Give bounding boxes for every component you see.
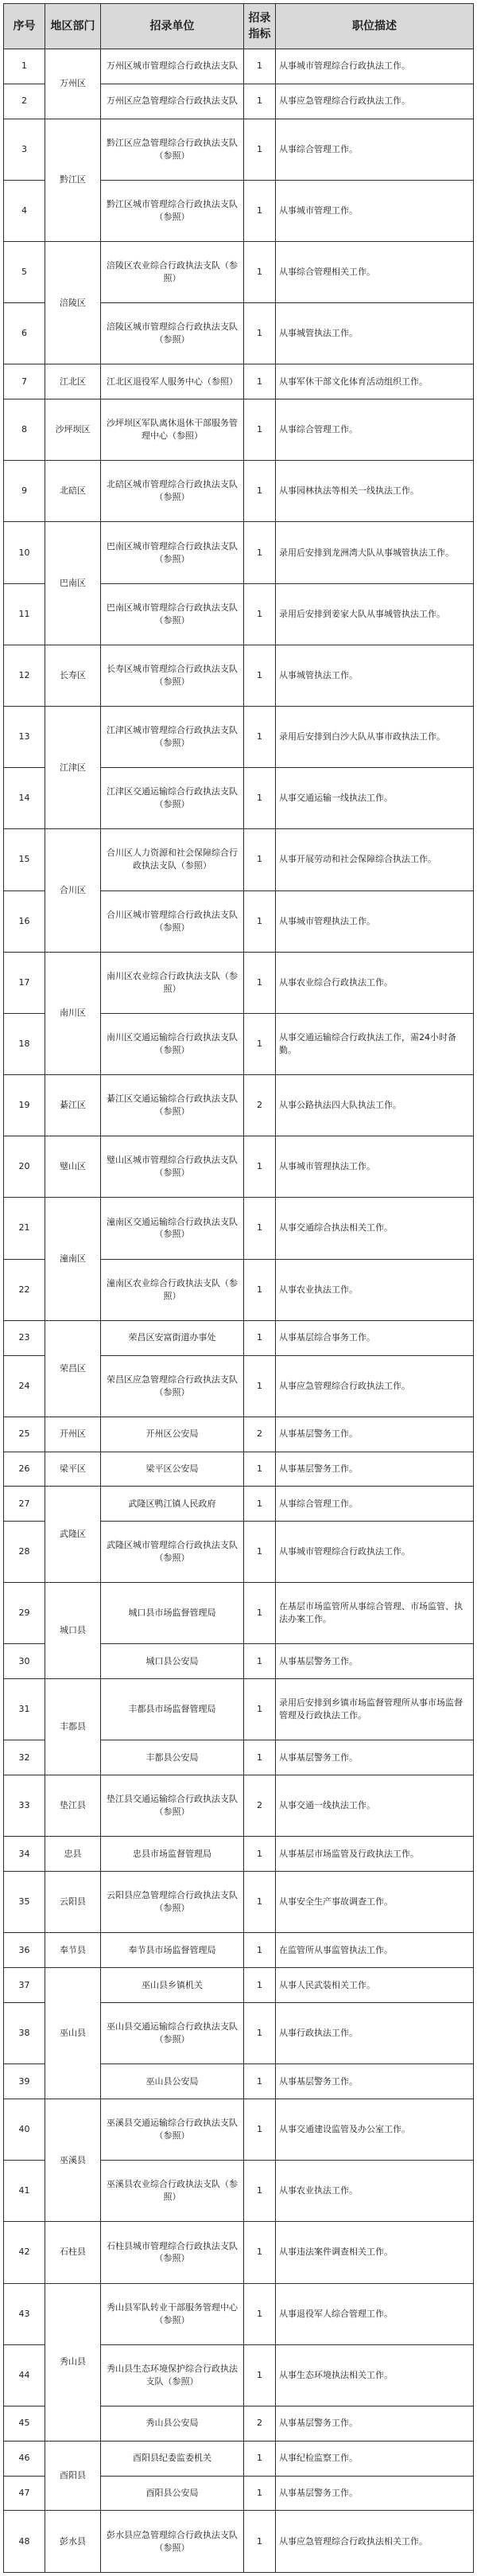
row-unit: 南川区交通运输综合行政执法支队（参照） bbox=[101, 1013, 244, 1074]
row-unit: 巴南区城市管理综合行政执法支队（参照） bbox=[101, 522, 244, 583]
table-row bbox=[4, 119, 474, 180]
row-seq: 40 bbox=[4, 2099, 45, 2161]
row-seq: 35 bbox=[4, 1872, 45, 1933]
row-quota: 1 bbox=[244, 829, 276, 890]
row-quota: 2 bbox=[244, 2406, 276, 2441]
row-seq: 24 bbox=[4, 1355, 45, 1417]
row-unit: 秀山县公安局 bbox=[101, 2406, 244, 2441]
row-desc: 从事生态环境执法相关工作。 bbox=[276, 2344, 474, 2406]
row-seq: 18 bbox=[4, 1013, 45, 1074]
row-seq: 8 bbox=[4, 399, 45, 461]
row-unit: 长寿区城市管理综合行政执法支队（参照） bbox=[101, 645, 244, 706]
row-unit: 合川区城市管理综合行政执法支队（参照） bbox=[101, 890, 244, 952]
row-unit: 石柱县城市管理综合行政执法支队（参照） bbox=[101, 2222, 244, 2283]
row-unit: 巫山县乡镇机关 bbox=[101, 1968, 244, 2003]
row-unit: 秀山县军队转业干部服务管理中心（参照） bbox=[101, 2283, 244, 2344]
row-quota: 1 bbox=[244, 645, 276, 706]
row-region: 涪陵区 bbox=[45, 241, 101, 364]
table-row bbox=[4, 1452, 474, 1487]
row-desc: 从事园林执法等相关一线执法工作。 bbox=[276, 461, 474, 522]
row-quota: 1 bbox=[244, 1740, 276, 1775]
row-quota: 1 bbox=[244, 2511, 276, 2573]
row-unit: 沙坪坝区军队离休退休干部服务管理中心（参照） bbox=[101, 399, 244, 461]
row-seq: 23 bbox=[4, 1320, 45, 1355]
row-unit: 云阳县应急管理综合行政执法支队（参照） bbox=[101, 1872, 244, 1933]
row-seq: 6 bbox=[4, 303, 45, 364]
row-region: 巫溪县 bbox=[45, 2099, 101, 2222]
row-desc: 从事城市管理综合行政执法工作。 bbox=[276, 49, 474, 84]
row-unit: 奉节县市场监督管理局 bbox=[101, 1933, 244, 1968]
row-unit: 合川区人力资源和社会保障综合行政执法支队（参照） bbox=[101, 829, 244, 890]
row-unit: 南川区农业综合行政执法支队（参照） bbox=[101, 952, 244, 1013]
row-quota: 1 bbox=[244, 1522, 276, 1583]
row-unit: 丰都县公安局 bbox=[101, 1740, 244, 1775]
row-quota: 1 bbox=[244, 461, 276, 522]
row-quota: 1 bbox=[244, 1136, 276, 1198]
row-region: 荣昌区 bbox=[45, 1320, 101, 1417]
row-quota: 1 bbox=[244, 1320, 276, 1355]
row-desc: 从事基层警务工作。 bbox=[276, 2476, 474, 2511]
header-desc: 职位描述 bbox=[276, 4, 474, 49]
row-unit: 开州区公安局 bbox=[101, 1417, 244, 1452]
row-seq: 17 bbox=[4, 952, 45, 1013]
row-desc: 录用后安排到乡镇市场监督管理所从事市场监督管理及行政执法工作。 bbox=[276, 1679, 474, 1740]
row-seq: 16 bbox=[4, 890, 45, 952]
table-row bbox=[4, 1583, 474, 1644]
row-seq: 45 bbox=[4, 2406, 45, 2441]
row-quota: 1 bbox=[244, 2222, 276, 2283]
table-row bbox=[4, 829, 474, 890]
row-seq: 3 bbox=[4, 119, 45, 180]
table-row bbox=[4, 1837, 474, 1872]
row-desc: 从事综合管理工作。 bbox=[276, 399, 474, 461]
table-row bbox=[4, 1320, 474, 1355]
table-row bbox=[4, 2283, 474, 2344]
row-seq: 41 bbox=[4, 2161, 45, 2222]
row-unit: 江北区退役军人服务中心（参照） bbox=[101, 364, 244, 399]
row-quota: 1 bbox=[244, 522, 276, 583]
row-unit: 荣昌区安富街道办事处 bbox=[101, 1320, 244, 1355]
row-unit: 潼南区交通运输综合行政执法支队（参照） bbox=[101, 1198, 244, 1259]
row-quota: 1 bbox=[244, 1644, 276, 1679]
table-row bbox=[4, 1075, 474, 1136]
row-desc: 从事基层市场监管及行政执法工作。 bbox=[276, 1837, 474, 1872]
row-seq: 29 bbox=[4, 1583, 45, 1644]
row-desc: 从事农业执法工作。 bbox=[276, 2161, 474, 2222]
row-unit: 巫山县公安局 bbox=[101, 2064, 244, 2099]
table-row bbox=[4, 1933, 474, 1968]
table-row bbox=[4, 2441, 474, 2476]
row-unit: 涪陵区农业综合行政执法支队（参照） bbox=[101, 241, 244, 302]
row-seq: 14 bbox=[4, 768, 45, 829]
row-unit: 彭水县应急管理综合行政执法支队（参照） bbox=[101, 2511, 244, 2573]
row-region: 垫江县 bbox=[45, 1775, 101, 1837]
row-quota: 1 bbox=[244, 1198, 276, 1259]
row-desc: 从事交通综合执法相关工作。 bbox=[276, 1198, 474, 1259]
row-unit: 巫溪县交通运输综合行政执法支队（参照） bbox=[101, 2099, 244, 2161]
row-unit: 巴南区城市管理综合行政执法支队（参照） bbox=[101, 583, 244, 645]
table-row bbox=[4, 1775, 474, 1837]
row-quota: 1 bbox=[244, 1583, 276, 1644]
table-row bbox=[4, 2099, 474, 2161]
table-row bbox=[4, 2511, 474, 2573]
row-desc: 从事综合管理工作。 bbox=[276, 119, 474, 180]
row-unit: 城口县市场监督管理局 bbox=[101, 1583, 244, 1644]
row-quota: 1 bbox=[244, 1487, 276, 1522]
row-quota: 1 bbox=[244, 583, 276, 645]
row-region: 酉阳县 bbox=[45, 2441, 101, 2511]
row-region: 秀山县 bbox=[45, 2283, 101, 2441]
row-region: 万州区 bbox=[45, 49, 101, 119]
row-quota: 1 bbox=[244, 1013, 276, 1074]
row-seq: 48 bbox=[4, 2511, 45, 2573]
row-unit: 璧山区城市管理综合行政执法支队（参照） bbox=[101, 1136, 244, 1198]
row-quota: 1 bbox=[244, 2283, 276, 2344]
row-region: 奉节县 bbox=[45, 1933, 101, 1968]
header-region: 地区部门 bbox=[45, 4, 101, 49]
row-desc: 在基层市场监管所从事综合管理、市场监管、执法办案工作。 bbox=[276, 1583, 474, 1644]
row-desc: 从事基层警务工作。 bbox=[276, 1417, 474, 1452]
recruitment-table bbox=[3, 3, 474, 2573]
row-quota: 1 bbox=[244, 1355, 276, 1417]
row-unit: 巫溪县农业综合行政执法支队（参照） bbox=[101, 2161, 244, 2222]
row-unit: 城口县公安局 bbox=[101, 1644, 244, 1679]
row-quota: 2 bbox=[244, 1075, 276, 1136]
row-seq: 27 bbox=[4, 1487, 45, 1522]
row-unit: 梁平区公安局 bbox=[101, 1452, 244, 1487]
row-desc: 从事违法案件调查相关工作。 bbox=[276, 2222, 474, 2283]
header-seq: 序号 bbox=[4, 4, 45, 49]
row-unit: 垫江县交通运输综合行政执法支队（参照） bbox=[101, 1775, 244, 1837]
row-seq: 22 bbox=[4, 1259, 45, 1320]
row-quota: 1 bbox=[244, 1968, 276, 2003]
row-region: 江北区 bbox=[45, 364, 101, 399]
table-row bbox=[4, 1417, 474, 1452]
row-seq: 20 bbox=[4, 1136, 45, 1198]
row-desc: 从事城市管理综合行政执法工作。 bbox=[276, 1522, 474, 1583]
row-quota: 1 bbox=[244, 952, 276, 1013]
row-desc: 在监管所从事监管执法工作。 bbox=[276, 1933, 474, 1968]
table-row bbox=[4, 522, 474, 583]
table-row bbox=[4, 1872, 474, 1933]
row-region: 巫山县 bbox=[45, 1968, 101, 2099]
row-desc: 从事基层警务工作。 bbox=[276, 1644, 474, 1679]
row-unit: 涪陵区城市管理综合行政执法支队（参照） bbox=[101, 303, 244, 364]
row-seq: 37 bbox=[4, 1968, 45, 2003]
row-desc: 从事行政执法工作。 bbox=[276, 2003, 474, 2064]
header-quota: 招录指标 bbox=[244, 4, 276, 49]
row-seq: 5 bbox=[4, 241, 45, 302]
row-quota: 1 bbox=[244, 890, 276, 952]
row-region: 黔江区 bbox=[45, 119, 101, 241]
row-seq: 33 bbox=[4, 1775, 45, 1837]
row-region: 丰都县 bbox=[45, 1679, 101, 1775]
row-region: 合川区 bbox=[45, 829, 101, 952]
table-row bbox=[4, 1679, 474, 1740]
row-seq: 21 bbox=[4, 1198, 45, 1259]
row-seq: 43 bbox=[4, 2283, 45, 2344]
row-desc: 从事交通一线执法工作。 bbox=[276, 1775, 474, 1837]
row-desc: 从事城管执法工作。 bbox=[276, 645, 474, 706]
table-row bbox=[4, 241, 474, 302]
row-quota: 1 bbox=[244, 2064, 276, 2099]
table-row bbox=[4, 399, 474, 461]
row-seq: 25 bbox=[4, 1417, 45, 1452]
row-desc: 从事基层警务工作。 bbox=[276, 2406, 474, 2441]
table-row bbox=[4, 1968, 474, 2003]
row-seq: 15 bbox=[4, 829, 45, 890]
row-desc: 从事军休干部文化体育活动组织工作。 bbox=[276, 364, 474, 399]
row-desc: 从事城管执法工作。 bbox=[276, 303, 474, 364]
row-quota: 1 bbox=[244, 706, 276, 767]
table-row bbox=[4, 364, 474, 399]
row-seq: 34 bbox=[4, 1837, 45, 1872]
row-unit: 秀山县生态环境保护综合行政执法支队（参照） bbox=[101, 2344, 244, 2406]
row-quota: 1 bbox=[244, 364, 276, 399]
row-desc: 从事交通运输综合行政执法工作，需24小时备勤。 bbox=[276, 1013, 474, 1074]
table-row bbox=[4, 461, 474, 522]
row-seq: 38 bbox=[4, 2003, 45, 2064]
row-seq: 1 bbox=[4, 49, 45, 84]
row-seq: 31 bbox=[4, 1679, 45, 1740]
row-unit: 武隆区城市管理综合行政执法支队（参照） bbox=[101, 1522, 244, 1583]
row-region: 长寿区 bbox=[45, 645, 101, 706]
row-desc: 从事安全生产事故调查工作。 bbox=[276, 1872, 474, 1933]
row-seq: 12 bbox=[4, 645, 45, 706]
row-region: 武隆区 bbox=[45, 1487, 101, 1583]
row-region: 江津区 bbox=[45, 706, 101, 828]
row-desc: 从事基层警务工作。 bbox=[276, 2064, 474, 2099]
row-region: 梁平区 bbox=[45, 1452, 101, 1487]
table-row bbox=[4, 49, 474, 84]
row-region: 璧山区 bbox=[45, 1136, 101, 1198]
row-unit: 酉阳县公安局 bbox=[101, 2476, 244, 2511]
row-seq: 46 bbox=[4, 2441, 45, 2476]
row-seq: 28 bbox=[4, 1522, 45, 1583]
row-unit: 潼南区农业综合行政执法支队（参照） bbox=[101, 1259, 244, 1320]
row-quota: 1 bbox=[244, 180, 276, 241]
row-desc: 从事公路执法四大队执法工作。 bbox=[276, 1075, 474, 1136]
row-seq: 7 bbox=[4, 364, 45, 399]
row-quota: 1 bbox=[244, 2441, 276, 2476]
row-desc: 从事纪检监察工作。 bbox=[276, 2441, 474, 2476]
row-seq: 9 bbox=[4, 461, 45, 522]
row-region: 开州区 bbox=[45, 1417, 101, 1452]
table-row bbox=[4, 645, 474, 706]
row-unit: 綦江区交通运输综合行政执法支队（参照） bbox=[101, 1075, 244, 1136]
row-region: 沙坪坝区 bbox=[45, 399, 101, 461]
row-desc: 从事开展劳动和社会保障综合执法工作。 bbox=[276, 829, 474, 890]
row-desc: 从事农业综合行政执法工作。 bbox=[276, 952, 474, 1013]
row-region: 潼南区 bbox=[45, 1198, 101, 1320]
row-desc: 录用后安排到姜家大队从事城管执法工作。 bbox=[276, 583, 474, 645]
row-unit: 江津区交通运输综合行政执法支队（参照） bbox=[101, 768, 244, 829]
table-row bbox=[4, 1198, 474, 1259]
row-desc: 从事交通运输一线执法工作。 bbox=[276, 768, 474, 829]
row-seq: 47 bbox=[4, 2476, 45, 2511]
row-quota: 2 bbox=[244, 1775, 276, 1837]
row-quota: 1 bbox=[244, 119, 276, 180]
row-quota: 1 bbox=[244, 84, 276, 119]
row-unit: 北碚区城市管理综合行政执法支队（参照） bbox=[101, 461, 244, 522]
row-desc: 从事退役军人综合管理工作。 bbox=[276, 2283, 474, 2344]
row-region: 云阳县 bbox=[45, 1872, 101, 1933]
row-quota: 1 bbox=[244, 1452, 276, 1487]
row-desc: 从事综合管理工作。 bbox=[276, 1487, 474, 1522]
row-region: 南川区 bbox=[45, 952, 101, 1074]
row-desc: 从事城市管理执法工作。 bbox=[276, 890, 474, 952]
row-quota: 1 bbox=[244, 1837, 276, 1872]
table-row bbox=[4, 2222, 474, 2283]
table-row bbox=[4, 1136, 474, 1198]
row-desc: 从事城市管理执法工作。 bbox=[276, 1136, 474, 1198]
row-region: 巴南区 bbox=[45, 522, 101, 645]
row-unit: 黔江区城市管理综合行政执法支队（参照） bbox=[101, 180, 244, 241]
row-desc: 从事综合管理相关工作。 bbox=[276, 241, 474, 302]
row-quota: 1 bbox=[244, 1872, 276, 1933]
row-unit: 酉阳县纪委监委机关 bbox=[101, 2441, 244, 2476]
row-desc: 从事应急管理综合行政执法相关工作。 bbox=[276, 2511, 474, 2573]
row-seq: 30 bbox=[4, 1644, 45, 1679]
row-seq: 19 bbox=[4, 1075, 45, 1136]
row-quota: 2 bbox=[244, 1417, 276, 1452]
row-quota: 1 bbox=[244, 1933, 276, 1968]
row-seq: 2 bbox=[4, 84, 45, 119]
row-desc: 录用后安排到白沙大队从事市政执法工作。 bbox=[276, 706, 474, 767]
row-desc: 从事基层警务工作。 bbox=[276, 1452, 474, 1487]
row-region: 彭水县 bbox=[45, 2511, 101, 2573]
row-quota: 1 bbox=[244, 2344, 276, 2406]
row-unit: 荣昌区应急管理综合行政执法支队（参照） bbox=[101, 1355, 244, 1417]
row-quota: 1 bbox=[244, 241, 276, 302]
row-unit: 万州区应急管理综合行政执法支队 bbox=[101, 84, 244, 119]
row-unit: 丰都县市场监督管理局 bbox=[101, 1679, 244, 1740]
row-quota: 1 bbox=[244, 49, 276, 84]
table-body bbox=[4, 49, 474, 2573]
row-quota: 1 bbox=[244, 2476, 276, 2511]
row-seq: 42 bbox=[4, 2222, 45, 2283]
row-unit: 江津区城市管理综合行政执法支队（参照） bbox=[101, 706, 244, 767]
row-seq: 32 bbox=[4, 1740, 45, 1775]
row-quota: 1 bbox=[244, 2099, 276, 2161]
row-seq: 13 bbox=[4, 706, 45, 767]
row-seq: 39 bbox=[4, 2064, 45, 2099]
row-region: 北碚区 bbox=[45, 461, 101, 522]
row-desc: 从事应急管理综合行政执法工作。 bbox=[276, 1355, 474, 1417]
row-unit: 万州区城市管理综合行政执法支队 bbox=[101, 49, 244, 84]
row-region: 忠县 bbox=[45, 1837, 101, 1872]
row-unit: 黔江区应急管理综合行政执法支队（参照） bbox=[101, 119, 244, 180]
row-desc: 从事人民武装相关工作。 bbox=[276, 1968, 474, 2003]
row-unit: 巫山县交通运输综合行政执法支队（参照） bbox=[101, 2003, 244, 2064]
row-desc: 从事基层综合事务工作。 bbox=[276, 1320, 474, 1355]
row-desc: 从事城市管理工作。 bbox=[276, 180, 474, 241]
row-quota: 1 bbox=[244, 1259, 276, 1320]
row-seq: 36 bbox=[4, 1933, 45, 1968]
row-unit: 忠县市场监督管理局 bbox=[101, 1837, 244, 1872]
header-row bbox=[4, 4, 474, 49]
row-quota: 1 bbox=[244, 303, 276, 364]
table-header bbox=[4, 4, 474, 49]
row-unit: 武隆区鸭江镇人民政府 bbox=[101, 1487, 244, 1522]
row-quota: 1 bbox=[244, 2161, 276, 2222]
row-desc: 从事农业执法工作。 bbox=[276, 1259, 474, 1320]
row-seq: 10 bbox=[4, 522, 45, 583]
table-row bbox=[4, 1487, 474, 1522]
row-quota: 1 bbox=[244, 1679, 276, 1740]
row-region: 城口县 bbox=[45, 1583, 101, 1679]
row-quota: 1 bbox=[244, 768, 276, 829]
header-unit: 招录单位 bbox=[101, 4, 244, 49]
row-desc: 从事基层警务工作。 bbox=[276, 1740, 474, 1775]
row-seq: 26 bbox=[4, 1452, 45, 1487]
row-desc: 从事应急管理综合行政执法工作。 bbox=[276, 84, 474, 119]
row-desc: 从事交通建设监管及办公室工作。 bbox=[276, 2099, 474, 2161]
row-quota: 1 bbox=[244, 399, 276, 461]
row-seq: 44 bbox=[4, 2344, 45, 2406]
row-seq: 4 bbox=[4, 180, 45, 241]
row-quota: 1 bbox=[244, 2003, 276, 2064]
row-desc: 录用后安排到龙洲湾大队从事城管执法工作。 bbox=[276, 522, 474, 583]
row-seq: 11 bbox=[4, 583, 45, 645]
row-region: 綦江区 bbox=[45, 1075, 101, 1136]
row-region: 石柱县 bbox=[45, 2222, 101, 2283]
table-row bbox=[4, 706, 474, 767]
table-row bbox=[4, 952, 474, 1013]
